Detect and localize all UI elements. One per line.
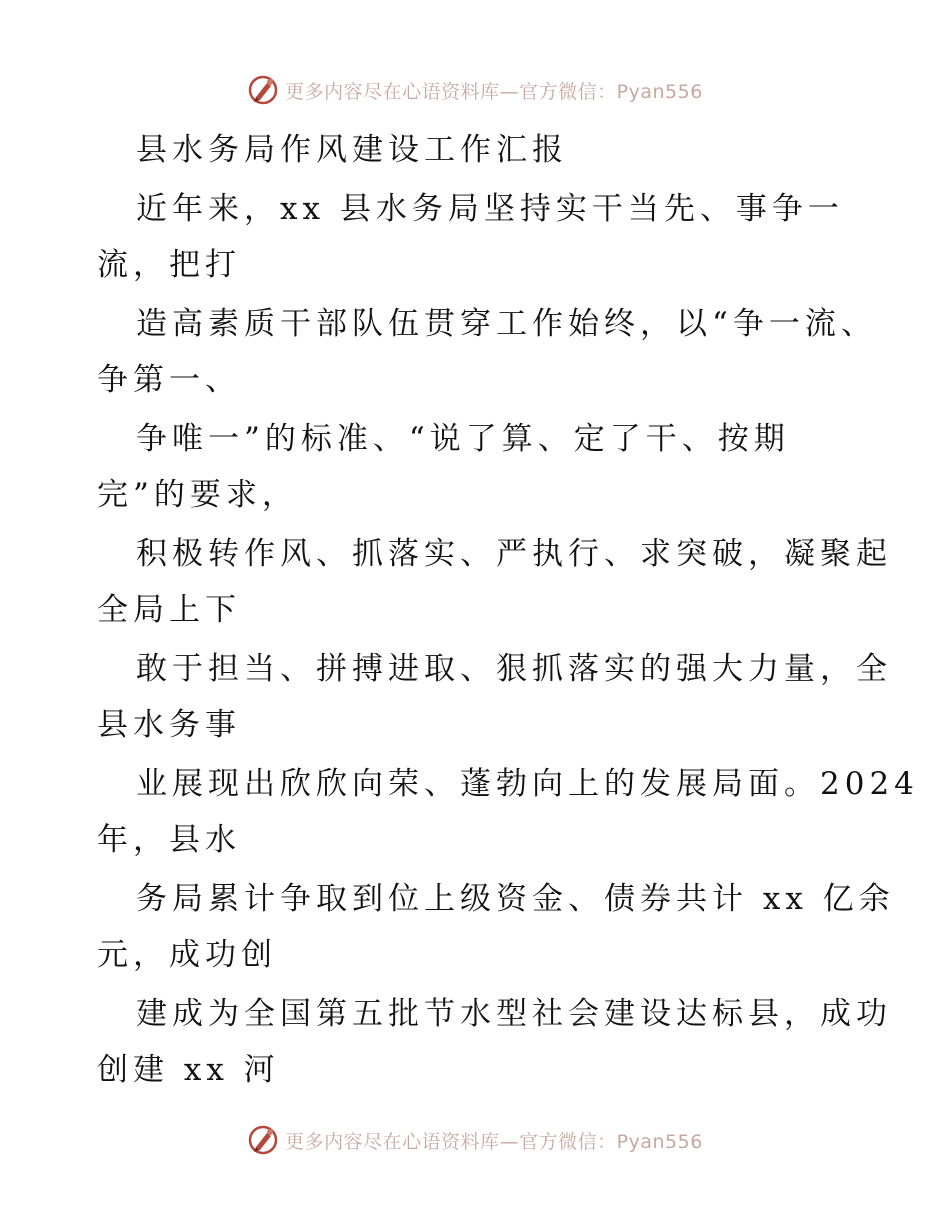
text-line: 业展现出欣欣向荣、蓬勃向上的发展局面。2024 — [136, 766, 919, 802]
watermark-text: 更多内容尽在心语资料库—官方微信：Pyan556 — [285, 80, 703, 103]
text-line: 敢于担当、拼搏进取、狠抓落实的强大力量，全 — [136, 651, 892, 687]
text-line: 全局上下 — [97, 592, 241, 628]
text-line: 建成为全国第五批节水型社会建设达标县，成功 — [136, 996, 892, 1032]
text-line: 造高素质干部队伍贯穿工作始终，以“争一流、 — [136, 306, 877, 342]
document-title: 县水务局作风建设工作汇报 — [136, 132, 568, 168]
text-line: 县水务事 — [97, 707, 241, 743]
text-line: 流，把打 — [97, 247, 241, 283]
text-line: 创建 xx 河 — [97, 1052, 280, 1088]
text-line: 务局累计争取到位上级资金、债券共计 xx 亿余 — [136, 881, 895, 917]
text-line: 近年来，xx 县水务局坚持实干当先、事争一 — [136, 191, 844, 227]
watermark-text: 更多内容尽在心语资料库—官方微信：Pyan556 — [285, 1130, 703, 1153]
text-line: 完”的要求， — [97, 477, 298, 513]
watermark-header — [0, 70, 950, 110]
text-line: 元，成功创 — [97, 937, 277, 973]
pen-logo-icon — [247, 1124, 279, 1156]
text-line: 年，县水 — [97, 822, 241, 858]
pen-logo-icon — [247, 74, 279, 106]
text-line: 争唯一”的标准、“说了算、定了干、按期 — [136, 421, 790, 457]
watermark-footer — [0, 1120, 950, 1160]
text-line: 争第一、 — [97, 362, 241, 398]
text-line: 积极转作风、抓落实、严执行、求突破，凝聚起 — [136, 536, 892, 572]
